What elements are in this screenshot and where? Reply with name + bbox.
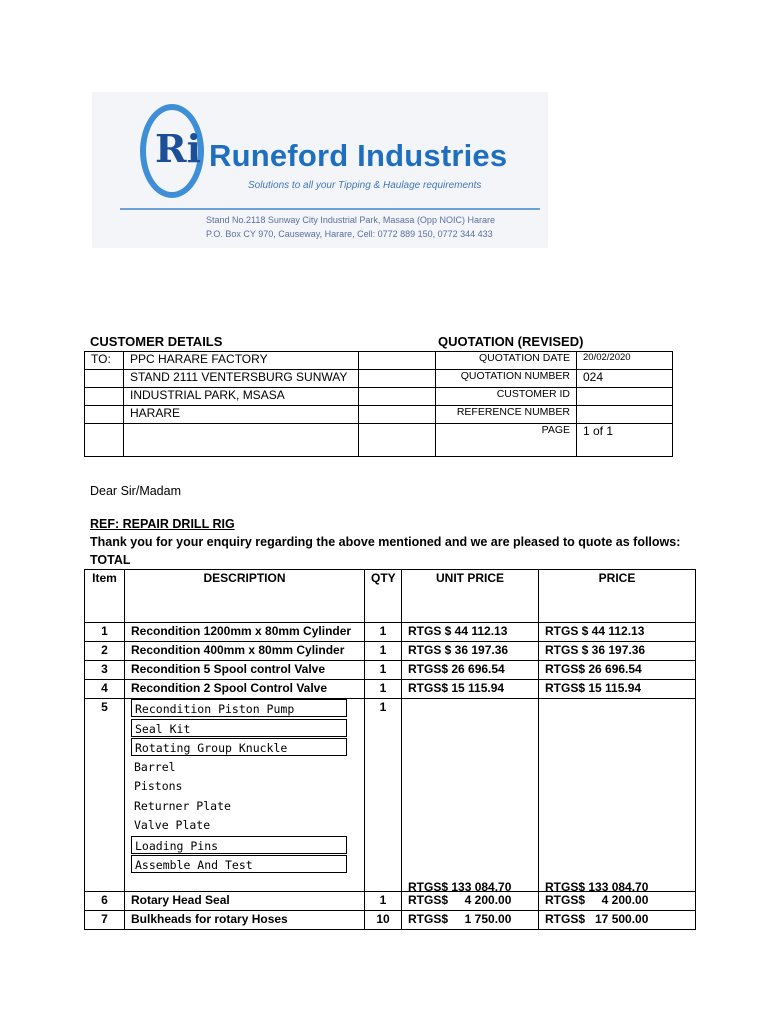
total-heading: TOTAL (90, 553, 131, 567)
customer-row (85, 370, 673, 388)
item-description: Rotary Head Seal (125, 892, 365, 911)
item-price: RTGS$ 26 696.54 (539, 661, 696, 680)
subitem: Pistons (134, 779, 183, 793)
item-qty: 1 (365, 623, 402, 642)
quotation-date-label: QUOTATION DATE (436, 352, 577, 370)
item-number: 7 (85, 911, 125, 930)
table-row (85, 661, 696, 680)
column-header-item: Item (85, 570, 125, 623)
subitem: Seal Kit (131, 719, 347, 737)
salutation: Dear Sir/Madam (90, 484, 181, 498)
customer-city: HARARE (124, 406, 359, 424)
blank-cell (359, 406, 436, 424)
customer-row (85, 352, 673, 370)
customer-row (85, 388, 673, 406)
subitem: Assemble And Test (131, 855, 347, 873)
item-description: Bulkheads for rotary Hoses (125, 911, 365, 930)
blank-cell (85, 406, 124, 424)
reference-line: REF: REPAIR DRILL RIG (90, 517, 235, 531)
company-name: Runeford Industries (209, 138, 508, 173)
item-description: Recondition 400mm x 80mm Cylinder (125, 642, 365, 661)
subitem: Barrel (134, 759, 176, 774)
item-price: RTGS$ 4 200.00 (539, 892, 696, 911)
quotation-date-value: 20/02/2020 (577, 352, 673, 370)
blank-cell (85, 370, 124, 388)
item-number: 4 (85, 680, 125, 699)
company-tagline: Solutions to all your Tipping & Haulage requirements (248, 180, 482, 191)
reference-number-value (577, 406, 673, 424)
item-unit-price: RTGS $ 36 197.36 (402, 642, 539, 661)
blank-cell (85, 424, 124, 457)
table-row (85, 699, 696, 892)
table-row (85, 642, 696, 661)
subitem: Rotating Group Knuckle (131, 738, 347, 756)
blank-cell (124, 424, 359, 457)
intro-paragraph: Thank you for your enquiry regarding the above mentioned and we are pleased to quote as follows: (90, 535, 681, 549)
item-price: RTGS $ 36 197.36 (539, 642, 696, 661)
item-qty: 1 (365, 892, 402, 911)
customer-id-label: CUSTOMER ID (436, 388, 577, 406)
letterhead (92, 92, 548, 248)
page-value: 1 of 1 (577, 424, 673, 457)
quotation-number-label: QUOTATION NUMBER (436, 370, 577, 388)
item-unit-price: RTGS$ 4 200.00 (402, 892, 539, 911)
item-number: 3 (85, 661, 125, 680)
table-row (85, 911, 696, 930)
subitem: Loading Pins (131, 836, 347, 854)
item-price: RTGS$ 133 084.70 (545, 880, 649, 894)
blank-cell (359, 352, 436, 370)
to-label: TO: (85, 352, 124, 370)
item-price: RTGS$ 15 115.94 (539, 680, 696, 699)
blank-cell (359, 370, 436, 388)
item-qty: 1 (365, 642, 402, 661)
customer-name: PPC HARARE FACTORY (124, 352, 359, 370)
reference-number-label: REFERENCE NUMBER (436, 406, 577, 424)
page-label: PAGE (436, 424, 577, 457)
blank-cell (359, 424, 436, 457)
quotation-heading: QUOTATION (REVISED) (438, 334, 584, 349)
customer-row (85, 406, 673, 424)
item-description (125, 699, 365, 892)
blank-cell (359, 388, 436, 406)
company-logo: Ri (155, 126, 202, 171)
item-unit-price: RTGS$ 1 750.00 (402, 911, 539, 930)
table-row (85, 892, 696, 911)
subitem: Valve Plate (134, 818, 211, 832)
customer-details-table (84, 351, 673, 457)
item-qty: 10 (365, 911, 402, 930)
quotation-items-table (84, 569, 696, 930)
table-row (85, 623, 696, 642)
column-header-unit-price: UNIT PRICE (402, 570, 539, 623)
item-qty: 1 (365, 661, 402, 680)
blank-cell (85, 388, 124, 406)
column-header-description: DESCRIPTION (125, 570, 365, 623)
item-number: 5 (85, 699, 125, 892)
subitem: Returner Plate (134, 798, 231, 813)
subitem: Recondition Piston Pump (131, 699, 347, 717)
item-description: Recondition 1200mm x 80mm Cylinder (125, 623, 365, 642)
company-contact: P.O. Box CY 970, Causeway, Harare, Cell: 0772 889 150, 0772 344 433 (206, 229, 493, 239)
customer-id-value (577, 388, 673, 406)
item-unit-price: RTGS$ 133 084.70 (408, 880, 512, 894)
item-unit-price: RTGS$ 26 696.54 (402, 661, 539, 680)
letterhead-divider (120, 208, 540, 210)
quotation-number-value: 024 (577, 370, 673, 388)
column-header-qty: QTY (365, 570, 402, 623)
item-number: 6 (85, 892, 125, 911)
item-unit-price: RTGS $ 44 112.13 (402, 623, 539, 642)
item-unit-price-cell (402, 699, 539, 892)
subitem-list (131, 699, 358, 873)
item-qty: 1 (365, 680, 402, 699)
customer-details-heading: CUSTOMER DETAILS (90, 334, 223, 349)
item-number: 1 (85, 623, 125, 642)
item-qty: 1 (365, 699, 402, 892)
column-header-price: PRICE (539, 570, 696, 623)
item-description: Recondition 2 Spool Control Valve (125, 680, 365, 699)
item-unit-price: RTGS$ 15 115.94 (402, 680, 539, 699)
table-header-row (85, 570, 696, 623)
item-number: 2 (85, 642, 125, 661)
item-price: RTGS$ 17 500.00 (539, 911, 696, 930)
customer-row (85, 424, 673, 457)
customer-address-line: INDUSTRIAL PARK, MSASA (124, 388, 359, 406)
table-row (85, 680, 696, 699)
item-description: Recondition 5 Spool control Valve (125, 661, 365, 680)
company-address: Stand No.2118 Sunway City Industrial Park, Masasa (Opp NOIC) Harare (206, 215, 495, 225)
item-price-cell (539, 699, 696, 892)
item-price: RTGS $ 44 112.13 (539, 623, 696, 642)
customer-address-line: STAND 2111 VENTERSBURG SUNWAY (124, 370, 359, 388)
